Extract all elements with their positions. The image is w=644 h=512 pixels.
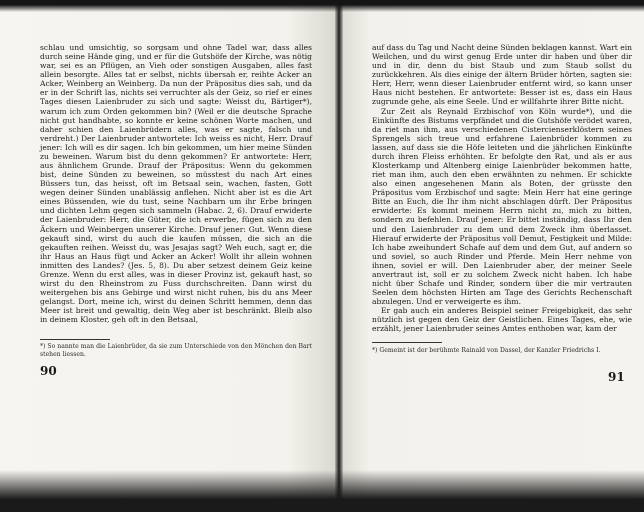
- scan-top-shadow: [0, 0, 644, 12]
- right-page: [340, 0, 644, 512]
- left-paragraph: schlau und umsichtig, so sorgsam und ohne Tadel war, dass alles durch seine Hände ging, und er für die Gutshöfe der Kirche, was nötig war, sei es an Pflügen, an Vieh oder sonstigen Ausgaben, alles fast allein besorgte. Alles tat er selbst, nichts übersah er, reihte Acker an Acker, Weinberg an Weinberg. Da nun der Präpositus dies sah, und da er in der Schrift las, nichts sei verruchter als der Geiz, so rief er eines Tages diesen Laienbruder zu sich und sagte: Weisst du, Bärtiger*), warum ich zum Orden gekommen bin? (Weil er die deutsche Sprache nicht gut handhabte, so konnte er keine schönen Worte machen, und daher schien den Laienbrüdern alles, was er sagte, falsch und verdreht.) Der Laienbruder antwortete: Ich weiss es nicht, Herr. Drauf jener: Ich will es dir sagen. Ich bin gekommen, um hier meine Sünden zu beweinen. Warum bist du denn gekommen? Er antwortete: Herr, aus ähnlichem Grunde. Drauf der Präpositus: Wenn du gekommen bist, deine Sünden zu beweinen, so müsstest du nach Art eines Büssers tun, das heisst, oft im Betsaal sein, wachen, fasten, Gott wegen deiner Sünden unablässig anflehen. Nicht aber ist es die Art eines Büssenden, wie du tust, seine Nachbarn um ihr Erbe bringen und dichten Lehm gegen sich sammeln (Habac. 2, 6). Drauf erwiderte der Laienbruder: Herr, die Güter, die ich erwerbe, fügen sich zu den Äckern und Weinbergen unserer Kirche. Drauf jener: Gut. Wenn diese gekauft sind, wirst du auch die kaufen müssen, die sich an die gekauften reihen. Weisst du, was Jesajas sagt? Weh euch, sagt er, die ihr Haus an Haus fügt und Acker an Acker! Wollt ihr allein wohnen inmitten des Landes? (Jes. 5, 8). Du aber setzest deinem Geiz keine Grenze. Wenn du erst alles, was in dieser Provinz ist, gekauft hast, so wirst du den Rheinstrom zu Fuss durchschreiten. Dann wirst du weitergehen bis ans Gebirge und wirst nicht ruhen, bis du ans Meer gelangst. Dort, meine ich, wirst du deinen Schritt hemmen, denn das Meer ist breit und gewaltig, dein Weg aber ist beschränkt. Bleib also in deinem Kloster, geh oft in den Betsaal,: [40, 43, 312, 325]
- right-page-body: [372, 43, 632, 334]
- left-page-number: 90: [40, 364, 57, 378]
- book-gutter: [335, 0, 343, 512]
- scan-bottom-shadow: [0, 470, 644, 512]
- left-page-body: [40, 43, 312, 324]
- footnote-rule: [372, 342, 442, 343]
- right-paragraph: auf dass du Tag und Nacht deine Sünden beklagen kannst. Wart ein Weilchen, und du wirst genug Erde unter dir haben und über dir und in dir, denn du bist Staub und zum Staub sollst du zurückkehren. Als dies einige der ältern Brüder hörten, sagten sie: Herr, Herr, wenn dieser Laienbruder entfernt wird, so kann unser Haus nicht bestehen. Er antwortete: Besser ist es, dass ein Haus zugrunde gehe, als eine Seele. Und er willfahrte ihrer Bitte nicht.: [372, 43, 632, 107]
- left-footnote: *) So nannte man die Laienbrüder, da sie zum Unterschiede von den Mönchen den Bart stehen liessen.: [40, 343, 312, 358]
- footnote-rule: [40, 339, 110, 340]
- right-footnote: *) Gemeint ist der berühmte Rainald von Dassel, der Kanzler Friedrichs I.: [372, 347, 601, 354]
- right-page-number: 91: [608, 370, 625, 384]
- right-paragraph: Er gab auch ein anderes Beispiel seiner Freigebigkeit, das sehr nützlich ist gegen den Geiz der Geistlichen. Eines Tages, ehe, wie erzählt, jener Laienbruder seines Amtes enthoben war, kam der: [372, 306, 632, 334]
- right-paragraph: Zur Zeit als Reynald Erzbischof von Köln wurde*), und die Einkünfte des Bistums verpfändet und die Gutshöfe verödet waren, da riet man ihm, aus verschiedenen Cistercienserklöstern seines Sprengels sich treue und erfahrene Laienbrüder kommen zu lassen, auf dass sie die Höfe leiteten und die jährlichen Einkünfte durch ihren Fleiss erhöhten. Er befolgte den Rat, und als er aus Klosterkamp und Altenberg einige Laienbrüder bekommen hatte, riet man ihm, auch den eben erwähnten zu nehmen. Er schickte also einen angesehenen Mann als Boten, der grüsste den Präpositus vom Erzbischof und sagte: Mein Herr hat eine geringe Bitte an Euch, die Ihr ihm nicht abschlagen dürft. Der Präpositus erwiderte: Es kommt meinem Herrn nicht zu, mich zu bitten, sondern zu befehlen. Drauf jener: Er bittet inständig, dass Ihr den und den Laienbruder zu dem und dem Zweck ihm überlasset. Hierauf erwiderte der Präpositus voll Demut, Festigkeit und Milde: Ich habe zweihundert Schafe auf dem und dem Gut, auf andern so und soviel, so auch Rinder und Pferde. Mein Herr nehme von ihnen, soviel er will. Den Laienbruder aber, der meiner Seele anvertraut ist, soll er zu solchem Zweck nicht haben. Ich habe nicht über Schafe und Rinder, sondern über die mir vertrauten Seelen dem höchsten Hirten am Tage des Gerichts Rechenschaft abzulegen. Und er verweigerte es ihm.: [372, 106, 632, 307]
